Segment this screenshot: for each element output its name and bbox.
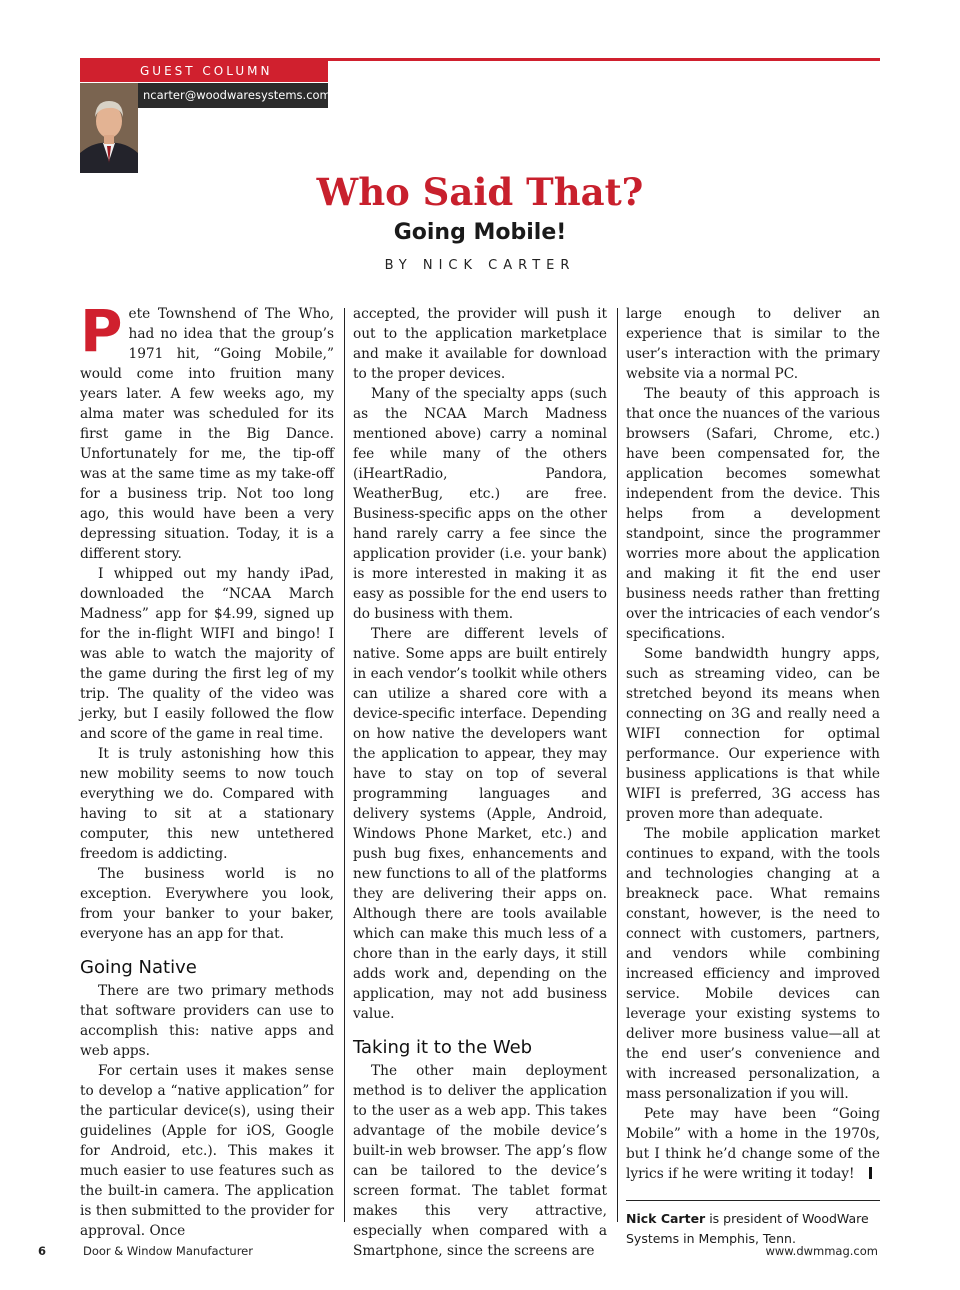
paragraph: There are two primary methods that software providers can use to accomplish this: native apps and web apps. <box>80 983 334 1059</box>
author-email: ncarter@woodwaresystems.com <box>138 83 328 108</box>
magazine-url: www.dwmmag.com <box>765 1244 878 1258</box>
end-mark-icon <box>869 1167 872 1179</box>
author-bio: Nick Carter is president of WoodWare Systems in Memphis, Tenn. <box>626 1211 869 1246</box>
bio-divider <box>626 1200 880 1201</box>
section-heading: Going Native <box>80 957 197 978</box>
column-2 <box>353 304 607 1261</box>
paragraph: The mobile application market continues to expand, with the tools and technologies changing at a breakneck pace. What remains constant, however, is the need to connect with customers, partners, and vendors while combining increased efficiency and improved service. Mobile devices can leverage your existing systems to deliver more business value—all at the end user’s convenience and with increased personalization, a mass personalization if you will. <box>626 826 880 1102</box>
paragraph: There are different levels of native. Some apps are built entirely in each vendor’s toolkit while others can utilize a shared core with a device-specific interface. Depending on how native the developers want the application to appear, they may have to stay on top of several programming languages and delivery systems (Apple, Android, Windows Phone Market, etc.) and push bug fixes, enhancements and new functions to all of the platforms they are delivering their apps on. Although there are tools available which can make this much less of a chore than in the early days, it still adds work and, depending on the application, may not add business value. <box>353 626 607 1022</box>
paragraph: accepted, the provider will push it out to the application marketplace and make it available for download to the proper devices. <box>353 306 607 382</box>
column-1 <box>80 297 334 1241</box>
paragraph: I whipped out my handy iPad, downloaded the “NCAA March Madness” app for $4.99, signed up for the in-flight WIFI and bingo! I was able to watch the majority of the game during the first leg of my trip. The quality of the video was jerky, but I easily followed the flow and score of the game in real time. <box>80 566 334 742</box>
paragraph: Some bandwidth hungry apps, such as streaming video, can be stretched beyond its means when connecting on 3G and really need a WIFI connection for optimal performance. Our experience with business applications is that while WIFI is preferred, 3G access has proven more than adequate. <box>626 646 880 822</box>
paragraph: It is truly astonishing how this new mobility seems to now touch everything we do. Compared with having to sit at a stationary computer, this new untethered freedom is addicting. <box>80 746 334 862</box>
paragraph: Many of the specialty apps (such as the NCAA March Madness mentioned above) carry a nominal fee while many of the others (iHeartRadio, Pandora, WeatherBug, etc.) are free. Business-specific apps on the other hand rarely carry a fee since the application provider (i.e. your bank) is more interested in making it as easy as possible for the end users to do business with them. <box>353 386 607 622</box>
author-name: Nick Carter <box>626 1211 706 1226</box>
column-3 <box>626 304 880 1249</box>
drop-cap: P <box>80 297 123 365</box>
column-divider <box>344 308 345 1222</box>
paragraph: For certain uses it makes sense to develop a “native application” for the particular device(s), using their guidelines (Apple for iOS, Google for Android, etc.). This makes it much easier to use features such as the built-in camera. The application is then submitted to the provider for approval. Once <box>80 1063 334 1239</box>
page-number: 6 <box>38 1244 47 1258</box>
column-divider <box>617 308 618 1222</box>
article-subtitle: Going Mobile! <box>393 220 567 245</box>
paragraph: Pete Townshend of The Who, had no idea that the group’s 1971 hit, “Going Mobile,” would come into fruition many years later. A few weeks ago, my alma mater was scheduled for its first game in the Big Dance. Unfortunately for me, the tip-off was at the same time as my take-off for a business trip. Not too long ago, this would have been a very depressing situation. Today, it is a different story. <box>80 297 334 562</box>
column-label: GUEST COLUMN <box>80 60 328 82</box>
author-photo <box>80 83 138 173</box>
byline: BY NICK CARTER <box>384 258 576 273</box>
article-title: Who Said That? <box>316 170 644 214</box>
paragraph: large enough to deliver an experience that is similar to the user’s interaction with the primary website via a normal PC. <box>626 306 880 382</box>
paragraph: Pete may have been “Going Mobile” with a home in the 1970s, but I think he’d change some of the lyrics if he were writing it today! <box>626 1106 880 1182</box>
paragraph: The beauty of this approach is that once the nuances of the various browsers (Safari, Chrome, etc.) have been compensated for, the application becomes somewhat independent from the device. This helps from a development standpoint, since the programmer worries more about the application and making it fit the end user business needs rather than fretting over the intricacies of each vendor’s specifications. <box>626 386 880 642</box>
magazine-name: Door & Window Manufacturer <box>83 1244 253 1258</box>
paragraph: The business world is no exception. Everywhere you look, from your banker to your baker, everyone has an app for that. <box>80 866 334 942</box>
paragraph: The other main deployment method is to deliver the application to the user as a web app. This takes advantage of the mobile device’s built-in web browser. The app’s flow can be tailored to the device’s screen format. The tablet format makes this very attractive, especially when compared with a Smartphone, since the screens are <box>353 1063 607 1259</box>
section-heading: Taking it to the Web <box>353 1037 533 1058</box>
